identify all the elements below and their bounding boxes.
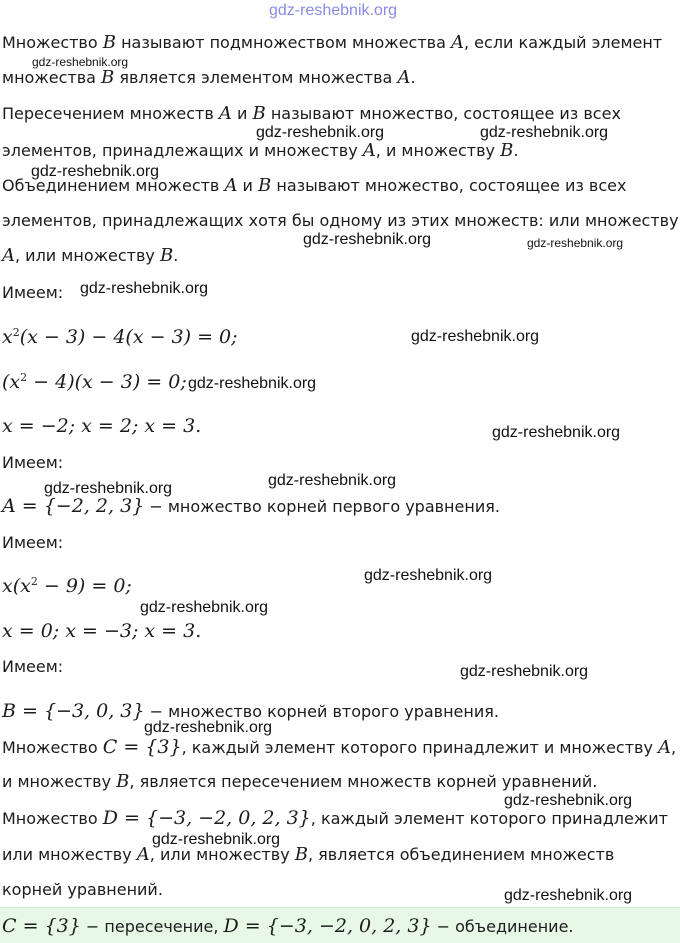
watermark: gdz-reshebnik.org <box>460 663 589 680</box>
subset-definition-line-1: Множество B называют подмножеством множества A, если каждый элемент <box>2 32 663 53</box>
set-d-line-1: Множество D = {−3, −2, 0, 2, 3}, каждый элемент которого принадлежит <box>2 807 668 829</box>
watermark: gdz-reshebnik.org <box>144 719 273 736</box>
equation-1-roots: x = −2; x = 2; x = 3. <box>2 415 202 437</box>
answer-box <box>0 907 680 943</box>
watermark: gdz-reshebnik.org <box>411 328 540 345</box>
have-label: Имеем: <box>2 533 64 552</box>
watermark: gdz-reshebnik.org <box>303 231 432 248</box>
watermark: gdz-reshebnik.org <box>188 375 317 392</box>
watermark: gdz-reshebnik.org <box>32 55 129 69</box>
watermark: gdz-reshebnik.org <box>31 163 160 180</box>
answer-line: C = {3} − пересечение, D = {−3, −2, 0, 2, 3} − объединение. <box>2 915 574 937</box>
watermark: gdz-reshebnik.org <box>152 831 281 848</box>
union-definition-line-1: Объединением множеств A и B называют множество, состоящее из всех <box>2 175 627 196</box>
watermark: gdz-reshebnik.org <box>492 424 621 441</box>
subset-definition-line-2: множества B является элементом множества A. <box>2 67 416 88</box>
equation-1-line-2: $(x^2 - 4)(x - 3) = 0$; <box>2 371 187 393</box>
set-b-line: B = {−3, 0, 3} − множество корней второго уравнения. <box>2 700 499 722</box>
watermark: gdz-reshebnik.org <box>527 236 624 250</box>
set-a-line: A = {−2, 2, 3} − множество корней первого уравнения. <box>2 495 500 517</box>
watermark: gdz-reshebnik.org <box>364 567 493 584</box>
equation-1-line-1: $x^2(x - 3) - 4(x - 3) = 0$; <box>2 326 238 348</box>
watermark: gdz-reshebnik.org <box>504 792 633 809</box>
union-definition-line-3: A, или множеству B. <box>2 245 179 266</box>
intersection-definition-line-2: элементов, принадлежащих и множеству A, и множеству B. <box>2 140 519 161</box>
watermark: gdz-reshebnik.org <box>80 280 209 297</box>
have-label: Имеем: <box>2 657 64 676</box>
watermark: gdz-reshebnik.org <box>256 124 385 141</box>
have-label: Имеем: <box>2 453 64 472</box>
union-definition-line-2: элементов, принадлежащих хотя бы одному из этих множеств: или множеству <box>2 211 679 230</box>
watermark-top: gdz-reshebnik.org <box>269 2 398 19</box>
watermark: gdz-reshebnik.org <box>504 887 633 904</box>
equation-2-roots: x = 0; x = −3; x = 3. <box>2 620 202 642</box>
watermark: gdz-reshebnik.org <box>480 124 609 141</box>
watermark: gdz-reshebnik.org <box>268 472 397 489</box>
set-d-line-2: или множеству A, или множеству B, является объединением множеств <box>2 844 615 865</box>
watermark: gdz-reshebnik.org <box>44 480 173 497</box>
have-label: Имеем: <box>2 283 64 302</box>
set-d-line-3: корней уравнений. <box>2 880 163 899</box>
set-c-line-1: Множество C = {3}, каждый элемент которого принадлежит и множеству A, <box>2 736 677 758</box>
intersection-definition-line-1: Пересечением множеств A и B называют множество, состоящее из всех <box>2 103 621 124</box>
set-c-line-2: и множеству B, является пересечением множеств корней уравнений. <box>2 771 598 792</box>
watermark: gdz-reshebnik.org <box>140 599 269 616</box>
equation-2-line-1: $x(x^2 - 9) = 0$; <box>2 575 132 597</box>
